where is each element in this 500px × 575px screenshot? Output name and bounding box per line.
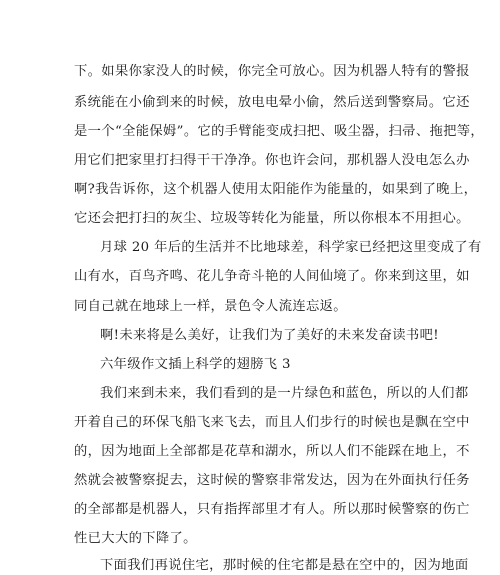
text-line: 的全部都是机器人，只有指挥部里才有人。所以那时候警察的伤亡 [74, 502, 470, 517]
paragraph-first-line: 啊!未来将是么美好，让我们为了美好的未来发奋读书吧! [100, 328, 439, 343]
section-heading: 六年级作文插上科学的翅膀飞 3 [100, 357, 291, 372]
text-line: 啊?我告诉你，这个机器人使用太阳能作为能量的，如果到了晚上， [74, 182, 478, 197]
text-line: 同自己就在地球上一样，景色令人流连忘返。 [74, 299, 347, 314]
text-line: 它还会把打扫的灰尘、垃圾等转化为能量，所以你根本不用担心。 [74, 211, 470, 226]
paragraph-first-line: 我们来到未来，我们看到的是一片绿色和蓝色，所以的人们都 [100, 386, 469, 401]
text-line: 然就会被警察捉去，这时候的警察非常发达，因为在外面执行任务 [74, 473, 470, 488]
text-line: 系统能在小偷到来的时候，放电电晕小偷，然后送到警察局。它还 [74, 95, 470, 110]
text-line: 下。如果你家没人的时候，你完全可放心。因为机器人特有的警报 [74, 64, 470, 79]
paragraph-first-line: 月球 20 年后的生活并不比地球差，科学家已经把这里变成了有 [100, 240, 482, 255]
text-line: 山有水，百鸟齐鸣、花儿争奇斗艳的人间仙境了。你来到这里，如 [74, 269, 470, 284]
text-line: 的，因为地面上全部都是花草和湖水，所以人们不能踩在地上，不 [74, 444, 470, 459]
text-line: 开着自己的环保飞船飞来飞去，而且人们步行的时候也是飘在空中 [74, 415, 470, 430]
paragraph-first-line: 下面我们再说住宅，那时候的住宅都是悬在空中的，因为地面 [100, 558, 469, 573]
text-line: 是一个“全能保姆”。它的手臂能变成扫把、吸尘器，扫帚、拖把等， [74, 124, 485, 139]
text-line: 用它们把家里打扫得干干净净。你也许会问，那机器人没电怎么办 [74, 153, 470, 168]
text-line: 性已大大的下降了。 [74, 531, 197, 546]
